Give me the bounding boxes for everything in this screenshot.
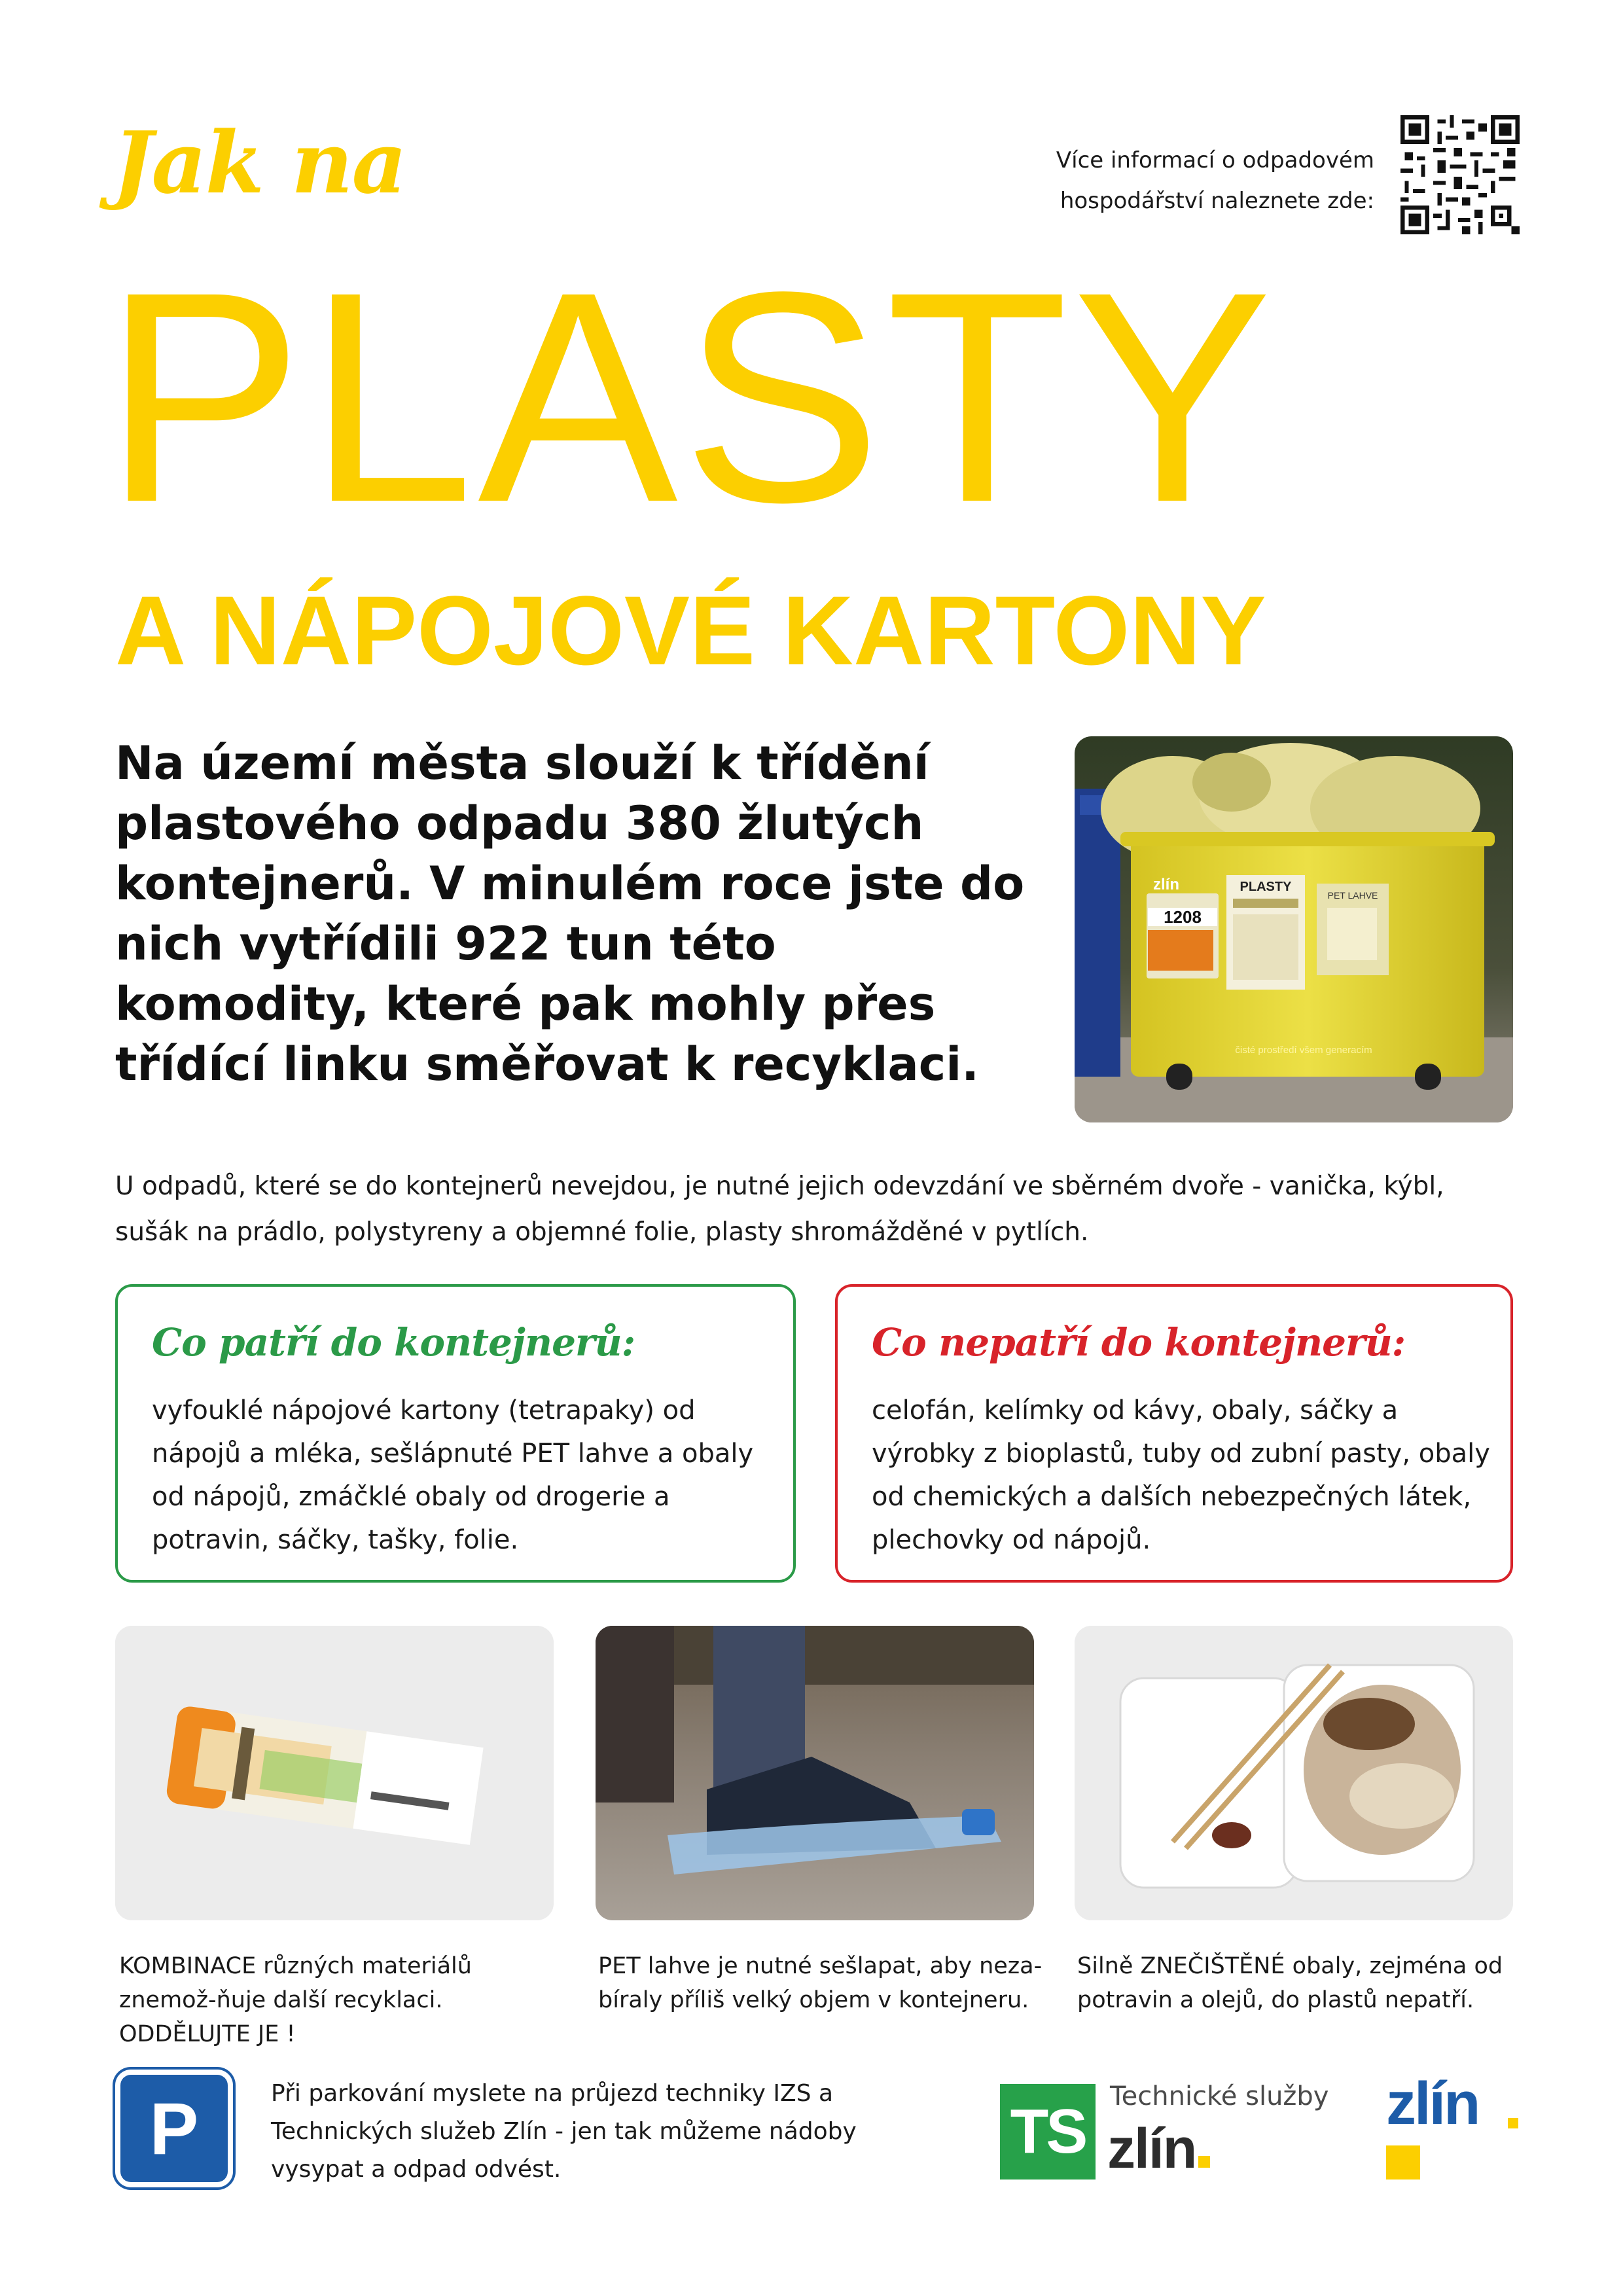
container-plasty-label: PLASTY (1240, 880, 1292, 894)
intro-paragraph: U odpadů, které se do kontejnerů nevejdou, je nutné jejich odevzdání ve sběrném dvoře - vanička, kýbl, sušák na prádlo, polystyreny a objemné folie, plasty shromážděné v pytlích. (115, 1172, 1444, 1247)
belongs-box (115, 1284, 796, 1583)
not-belongs-text: celofán, kelímky od kávy, obaly, sáčky a výrobky z bioplastů, tuby od zubní pasty, obaly od chemických a dalších nebezpečných látek, plechovky od nápojů. (872, 1395, 1490, 1555)
container-brand: zlín (1153, 876, 1179, 893)
not-belongs-box (835, 1284, 1513, 1583)
ts-logo-icon (1000, 2081, 1393, 2179)
zlin-logo-square (1386, 2145, 1420, 2179)
container-slogan: čisté prostředí všem generacím (1235, 1045, 1372, 1056)
parking-note: Při parkování myslete na průjezd techniky IZS a Technických služeb Zlín - jen tak můžeme nádoby vysypat a odpad odvést. (271, 2080, 857, 2183)
parking-sign-icon (115, 2070, 233, 2187)
caption-crushed-pet: PET lahve je nutné sešlapat, aby neza-bíraly příliš velký objem v kontejneru. (598, 1953, 1043, 2013)
container-pet-label: PET LAHVE (1327, 890, 1378, 901)
zlin-logo-icon (1386, 2070, 1517, 2187)
container-photo (1075, 736, 1513, 1122)
caption-combined-materials: KOMBINACE různých materiálů znemož-ňuje další recyklaci. ODDĚLUJTE JE ! (119, 1953, 472, 2047)
zlin-logo-dot (1508, 2118, 1518, 2128)
not-belongs-title: Co nepatří do kontejnerů: (872, 1320, 1406, 1365)
ts-logo-name: Technické služby (1110, 2081, 1329, 2111)
ts-logo-mark: TS (1000, 2084, 1096, 2179)
page-title: PLASTY (103, 230, 1277, 565)
ts-logo-city: zlín (1107, 2117, 1210, 2181)
page-subtitle: A NÁPOJOVÉ KARTONY (115, 575, 1266, 685)
photo-dirty-packaging (1075, 1626, 1513, 1920)
photo-combined-materials (115, 1626, 554, 1920)
qr-caption: Více informací o odpadovém hospodářství naleznete zde: (1056, 147, 1374, 214)
belongs-title: Co patří do kontejnerů: (152, 1320, 635, 1365)
lead-paragraph: Na území města slouží k třídění plastového odpadu 380 žlutých kontejnerů. V minulém roce jste do nich vytřídili 922 tun této komodity, které pak mohly přes třídící linku směřovat k recyklaci. (115, 736, 1025, 1091)
belongs-text: vyfouklé nápojové kartony (tetrapaky) od nápojů a mléka, sešlápnuté PET lahve a obaly od nápojů, zmáčklé obaly od drogerie a potravin, sáčky, tašky, folie. (152, 1395, 754, 1555)
zlin-logo-word: zlín (1386, 2070, 1479, 2137)
photo-crushed-pet (596, 1626, 1034, 1920)
parking-sign-letter: P (149, 2087, 199, 2170)
qr-code-icon[interactable] (1400, 115, 1520, 234)
eyebrow-title: Jak na (113, 113, 406, 213)
caption-dirty-packaging: Silně ZNEČIŠTĚNÉ obaly, zejména od potravin a olejů, do plastů nepatří. (1077, 1953, 1503, 2013)
container-number: 1208 (1164, 907, 1202, 927)
